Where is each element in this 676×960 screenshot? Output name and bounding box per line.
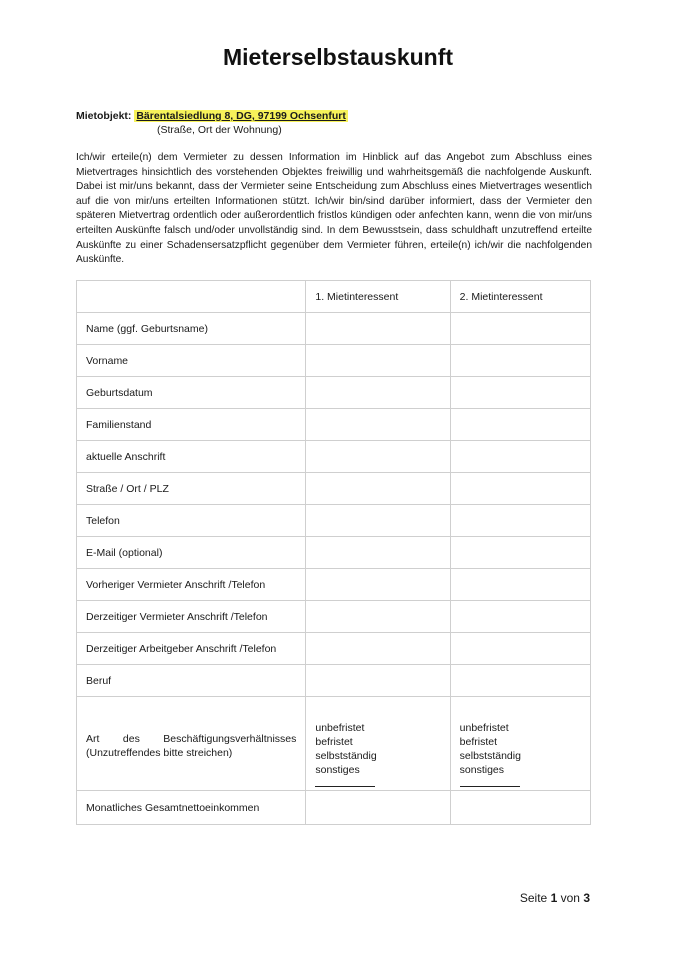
field-2[interactable]	[450, 409, 590, 441]
des-word: des	[122, 733, 140, 745]
row-label: Derzeitiger Arbeitgeber Anschrift /Telefon	[77, 633, 306, 665]
table-row	[77, 345, 591, 377]
field-1[interactable]	[306, 377, 450, 409]
row-label: Derzeitiger Vermieter Anschrift /Telefon	[77, 601, 306, 633]
field-1[interactable]	[306, 473, 450, 505]
option-befristet[interactable]: befristet	[315, 735, 353, 748]
row-label-einkommen: Monatliches Gesamtnettoeinkommen	[77, 791, 306, 825]
page-middle: von	[560, 891, 580, 905]
selbstauskunft-table	[76, 280, 591, 825]
table-row	[77, 441, 591, 473]
field-2[interactable]	[450, 377, 590, 409]
option-befristet[interactable]: befristet	[459, 735, 498, 748]
beschaeftigung-options-1	[306, 697, 450, 791]
art-word: Art	[86, 733, 100, 745]
option-sonstiges[interactable]: sonstiges	[460, 763, 581, 787]
verhaeltnis-word: Beschäftigungsverhältnisses	[163, 733, 297, 745]
row-label: Name (ggf. Geburtsname)	[77, 313, 306, 345]
field-2[interactable]	[450, 633, 590, 665]
field-2[interactable]	[450, 537, 590, 569]
option-unbefristet[interactable]: unbefristet	[315, 721, 365, 734]
mietobjekt-hint: (Straße, Ort der Wohnung)	[157, 124, 282, 136]
row-label-beschaeftigung	[77, 697, 306, 791]
row-label: Straße / Ort / PLZ	[77, 473, 306, 505]
table-row	[77, 791, 591, 825]
option-selbststaendig[interactable]: selbstständig	[315, 749, 377, 762]
header-empty-cell	[77, 281, 306, 313]
row-label: Vorheriger Vermieter Anschrift /Telefon	[77, 569, 306, 601]
field-1[interactable]	[306, 441, 450, 473]
field-2[interactable]	[450, 505, 590, 537]
intro-paragraph: Ich/wir erteile(n) dem Vermieter zu dessen Information im Hinblick auf das Angebot zum Abschluss eines Mietvertrages hinsichtlich des vorstehenden Objektes freiwillig und wahrheitsgemäß die nachfolgende Auskunft. Dabei ist mir/uns bekannt, dass der Vermieter seine Entscheidung zum Abschluss eines Mietvertrages wesentlich auf die von mir/uns erteilten Informationen stützt. Ich/wir bin/sind darüber informiert, dass der Vermieter den späteren Mietvertrag ordentlich oder außerordentlich fristlos kündigen oder anfechten kann, wenn die von mir/uns erteilten Auskünfte falsch und/oder unvollständig sind. In dem Bewusstsein, dass schuldhaft unzutreffend erteilte Auskünfte zu einer Schadensersatzpflicht gegenüber dem Vermieter führen, erteile(n) ich/wir die nachfolgenden Auskünfte.	[76, 152, 592, 266]
row-label: aktuelle Anschrift	[77, 441, 306, 473]
header-mietinteressent-2: 2. Mietinteressent	[450, 281, 590, 313]
table-header-row	[77, 281, 591, 313]
field-2[interactable]	[450, 473, 590, 505]
field-1[interactable]	[306, 505, 450, 537]
sonstiges-blank-line[interactable]	[315, 777, 375, 787]
option-sonstiges[interactable]: sonstiges	[315, 763, 440, 787]
field-2[interactable]	[450, 791, 590, 825]
row-label: E-Mail (optional)	[77, 537, 306, 569]
field-2[interactable]	[450, 569, 590, 601]
page-total: 3	[583, 891, 590, 905]
field-1[interactable]	[306, 791, 450, 825]
table-row	[77, 665, 591, 697]
table-row	[77, 537, 591, 569]
field-2[interactable]	[450, 313, 590, 345]
page-prefix: Seite	[519, 891, 548, 905]
field-1[interactable]	[306, 537, 450, 569]
option-selbststaendig[interactable]: selbstständig	[459, 749, 521, 762]
table-row	[77, 313, 591, 345]
row-label: Vorname	[77, 345, 306, 377]
field-1[interactable]	[306, 569, 450, 601]
mietobjekt-label: Mietobjekt:	[76, 110, 132, 122]
mietobjekt-line	[76, 110, 348, 122]
field-1[interactable]	[306, 313, 450, 345]
sonstiges-blank-line[interactable]	[460, 777, 520, 787]
beschaeftigung-label	[86, 727, 296, 760]
mietobjekt-address: Bärentalsiedlung 8, DG, 97199 Ochsenfurt	[136, 110, 346, 122]
table-row	[77, 569, 591, 601]
field-1[interactable]	[306, 409, 450, 441]
row-label: Telefon	[77, 505, 306, 537]
option-unbefristet[interactable]: unbefristet	[459, 721, 509, 734]
table-row	[77, 409, 591, 441]
table-row	[77, 505, 591, 537]
page-footer	[520, 891, 590, 905]
beschaeftigung-options-2	[450, 697, 590, 791]
beschaeftigung-label-line2: (Unzutreffendes bitte streichen)	[86, 747, 233, 759]
table-row	[77, 377, 591, 409]
field-2[interactable]	[450, 601, 590, 633]
table-row	[77, 601, 591, 633]
field-2[interactable]	[450, 441, 590, 473]
row-label: Geburtsdatum	[77, 377, 306, 409]
row-label: Beruf	[77, 665, 306, 697]
field-1[interactable]	[306, 665, 450, 697]
table-row-beschaeftigung	[77, 697, 591, 791]
field-1[interactable]	[306, 345, 450, 377]
row-label: Familienstand	[77, 409, 306, 441]
field-2[interactable]	[450, 665, 590, 697]
field-1[interactable]	[306, 601, 450, 633]
page-number: 1	[550, 891, 558, 905]
field-2[interactable]	[450, 345, 590, 377]
document-title: Mieterselbstauskunft	[222, 44, 454, 70]
field-1[interactable]	[306, 633, 450, 665]
header-mietinteressent-1: 1. Mietinteressent	[306, 281, 450, 313]
table-row	[77, 473, 591, 505]
beschaeftigung-label-line1	[86, 732, 296, 746]
table-row	[77, 633, 591, 665]
